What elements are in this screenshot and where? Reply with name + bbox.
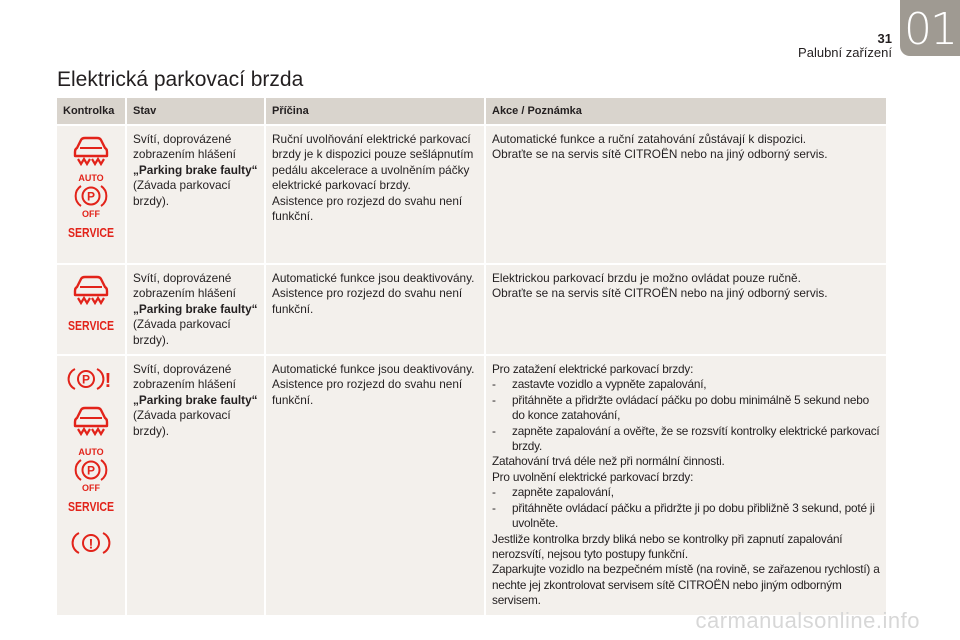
release-title: Pro uvolnění elektrické parkovací brzdy: [492, 469, 694, 484]
table-row [57, 125, 886, 264]
list-item: - zapněte zapalování, [492, 485, 614, 500]
list-item: - přitáhněte ovládací páčku a přidržte ji po dobu přibližně 3 sekund, poté ji uvolněte. [492, 500, 875, 531]
akce-line: Elektrickou parkovací brzdu je možno ovládat pouze ručně. [492, 271, 801, 285]
exclaim-label: ! [88, 535, 94, 552]
stav-text: Svítí, doprovázené zobrazením hlášení [133, 132, 236, 162]
service-label: SERVICE [68, 499, 115, 515]
row-icons [57, 355, 126, 615]
brake-alert-icon [71, 530, 111, 556]
header-stav: Stav [126, 98, 265, 125]
list-item: - zastavte vozidlo a vypněte zapalování, [492, 377, 707, 392]
row-akce [485, 125, 886, 264]
row-akce [485, 264, 886, 355]
stav-message: „Parking brake faulty“ [133, 392, 258, 407]
row-pricina [265, 355, 485, 615]
pricina-line: Asistence pro rozjezd do svahu není funkční. [272, 193, 463, 224]
stav-text: Svítí, doprovázené zobrazením hlášení [133, 362, 236, 392]
apply-note: Zatahování trvá déle než při normální činnosti. [492, 454, 725, 469]
list-item: - přitáhněte a přidržte ovládací páčku po dobu minimálně 5 sekund nebo do konce zatahování, [492, 392, 869, 423]
p-label: P [86, 189, 96, 204]
exclaim-label: ! [104, 370, 112, 393]
off-label: OFF [82, 209, 100, 219]
row-icons [57, 264, 126, 355]
stav-message: „Parking brake faulty“ [133, 301, 258, 316]
p-label: P [86, 463, 96, 478]
stav-translation: (Závada parkovací brzdy). [133, 408, 231, 438]
chapter-number: 01 [904, 3, 956, 55]
pricina-line: Ruční uvolňování elektrické parkovací brzdy je k dispozici pouze sešlápnutím pedálu akcelerace a uvolněním páčky elektrické parkovací brzdy. [272, 132, 474, 193]
service-icon [66, 498, 116, 514]
final-note-2: Zaparkujte vozidlo na bezpečném místě (na rovině, se zařazenou rychlostí) a nechte jej zkontrolovat servisem sítě CITROËN nebo jiným odborným servisem. [492, 562, 880, 608]
final-note-1: Jestliže kontrolka brzdy bliká nebo se kontrolky při zapnutí zapalování nerozsvítí, nejsou tyto postupy funkční. [492, 531, 843, 561]
service-label: SERVICE [68, 225, 115, 240]
off-label: OFF [82, 483, 100, 494]
stav-translation: (Závada parkovací brzdy). [133, 178, 231, 208]
header-akce: Akce / Poznámka [485, 98, 886, 125]
stav-text: Svítí, doprovázené zobrazením hlášení [133, 271, 236, 301]
auto-off-park-icon [69, 446, 113, 492]
row-stav [126, 125, 265, 264]
pricina-line: Asistence pro rozjezd do svahu není funkční. [272, 286, 463, 316]
service-icon [66, 317, 116, 333]
header-kontrolka: Kontrolka [57, 98, 126, 125]
chapter-tab [900, 0, 960, 56]
table-row [57, 264, 886, 355]
stav-translation: (Závada parkovací brzdy). [133, 317, 231, 347]
stav-message: „Parking brake faulty“ [133, 162, 258, 177]
page-title: Elektrická parkovací brzda [57, 68, 304, 91]
row-icons [57, 125, 126, 264]
row-pricina [265, 125, 485, 264]
row-akce-note [485, 355, 886, 615]
auto-off-park-icon [69, 172, 113, 218]
akce-line: Obraťte se na servis sítě CITROËN nebo na jiný odborný servis. [492, 286, 828, 301]
park-warning-icon [66, 366, 116, 392]
auto-label: AUTO [78, 173, 104, 183]
pricina-line: Automatické funkce jsou deaktivovány. [272, 271, 475, 285]
warning-lights-table [57, 98, 886, 615]
table-header-row [57, 98, 886, 125]
brake-fault-car-icon [71, 136, 111, 166]
table-row [57, 355, 886, 615]
watermark: carmanualsonline.info [695, 608, 920, 633]
brake-fault-car-icon [71, 406, 111, 436]
apply-title: Pro zatažení elektrické parkovací brzdy: [492, 362, 694, 377]
row-pricina [265, 264, 485, 355]
p-label: P [81, 372, 91, 387]
page-number: 31 [877, 31, 892, 46]
row-stav [126, 355, 265, 615]
row-stav [126, 264, 265, 355]
pricina-line: Asistence pro rozjezd do svahu není funkční. [272, 377, 463, 407]
akce-line: Automatické funkce a ruční zatahování zůstávají k dispozici. [492, 132, 807, 146]
section-name: Palubní zařízení [798, 45, 892, 60]
service-icon [66, 224, 116, 240]
brake-fault-car-icon [71, 275, 111, 305]
auto-label: AUTO [78, 447, 104, 458]
service-label: SERVICE [68, 318, 115, 333]
header-pricina: Příčina [265, 98, 485, 125]
list-item: - zapněte zapalování a ověřte, že se rozsvítí kontrolky elektrické parkovací brzdy. [492, 423, 880, 454]
akce-line: Obraťte se na servis sítě CITROËN nebo na jiný odborný servis. [492, 147, 828, 162]
pricina-line: Automatické funkce jsou deaktivovány. [272, 362, 475, 377]
